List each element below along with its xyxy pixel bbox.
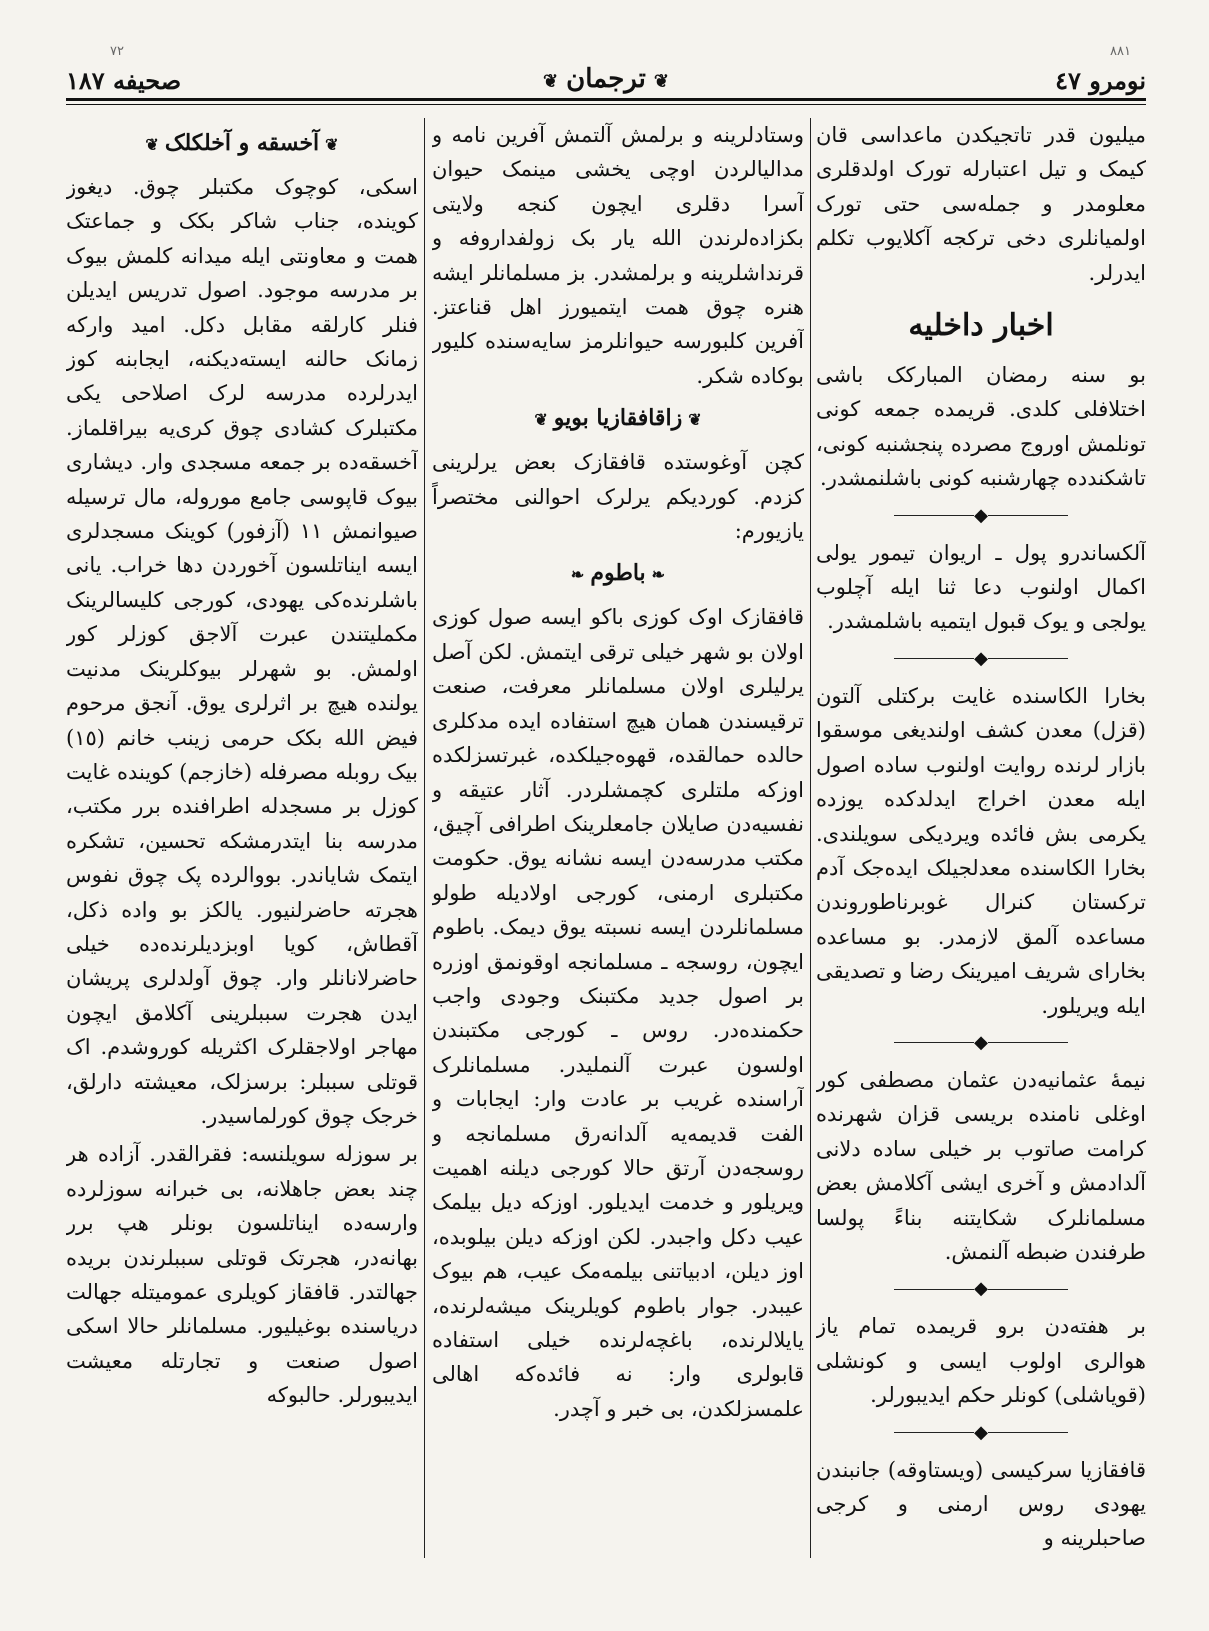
newspaper-title <box>535 64 677 94</box>
column-right <box>816 118 1146 1558</box>
paragraph: آلکساندرو پول ـ اریوان تیمور یولی اکمال اولنوب دعا ثنا ایله آچلوب یولجی و یوک قبول ایتمیه باشلمشدر. <box>816 540 1146 634</box>
header-rule-thin <box>66 104 1146 105</box>
divider: ◆ <box>816 1275 1146 1303</box>
paragraph: کچن آوغوستده قافقازک بعض یرلرینی کزدم. کوردیکم یرلرک احوالنی مختصراً یازیورم: <box>432 450 804 544</box>
ornament-icon: ❦ <box>653 71 669 92</box>
margin-note-left: ٧٢ <box>110 44 124 59</box>
paragraph: وستادلرینه و برلمش آلتمش آفرین نامه و مدالیالردن اوچی یخشی مینمک حیوان آسرا دقلری ایچون کنجه ولایتی بکزاده‌لرندن الله یار بک زولفداروفه و قرنداشلرینه و برلمشدر. بز مسلمانلر ایشه هنره چوق همت ایتمیورز اهل قناعتز. آفرین کلبورسه حیوانلرمز سایه‌سنده کلیور بوکاده شکر. <box>432 123 804 388</box>
sub-title <box>432 401 804 437</box>
paragraph: قافقازیا سرکیسی (ویستاوقه) جانبندن یهودی روس ارمنی و کرجی صاحبلرینه و <box>816 1457 1146 1551</box>
margin-note-right: ٨٨١ <box>1110 44 1131 59</box>
sub-title-text: زاقافقازیا بویو <box>553 405 683 432</box>
paragraph: اسکی، کوچوک مکتبلر چوق. دیغوز کوینده، جناب شاکر بکک و جماعتک همت و معاونتی ایله میدانه کلمش بیوک بر مدرسه موجود. اصول تدریس ایدیلن فنلر کارلقه مقابل دکل. امید وارکه زمانک حالنه ایسته‌دیکنه، ایجابنه کوز ایدرلرده مدرسه لرک اصلاحی یکی مکتبلرک کشادی چوق کری‌یه بیراقلماز. آخسقه‌ده بر جمعه مسجدی وار. دیشاری بیوک قاپوسی جامع موروله، مال ترسیله صیوانمش ١١ (آزفور) کوینک مسجدلری ایسه ایناتلسون آخوردن دها خراب. یانی باشلرنده‌کی یهودی، کورجی کلیسالرینک مکملیتندن عبرت آلاجق کوزلر کور اولمش. بو شهرلر بیوکلرینک مدنیت یولنده هیچ بر اثرلری یوق. آنجق مرحوم فیض الله بکک حرمی زینب خانم (١٥) بیک روبله مصرفله (خازجم) کوینده غایت کوزل بر مسجدله اطرافنده برر مکتب، مدرسه بنا ایتدرمشکه تحسین، تشکره ایتمک شایاندر. بووالرده پک چوق نفوس هجرته حاضرلنیور. یالکز بو واده ذکل، آقطاش، کویا اوبزدیلرنده‌ده خیلی حاضرلانانلر وار. چوق آولدلری پریشان ایدن هجرت سببلرینی آکلامق ایچون مهاجر اولاجقلرک اکثریله کوروشدم. اک قوتلی سببلر: برسزلک، معیشته دارلق، خرجک چوق کورلماسیدر. <box>66 175 418 1128</box>
column-middle <box>432 118 804 1558</box>
sub-title-text: آخسقه و آخلکلک <box>164 130 320 156</box>
section-title: اخبار داخلیه <box>908 308 1054 344</box>
sub-title-text: باطوم <box>590 560 646 587</box>
ornament-icon: ❦ <box>534 410 548 430</box>
ornament-icon: ❦ <box>543 71 559 92</box>
paragraph: بر هفته‌دن برو قریمده تمام یاز هوالری اولوب ایسی و کونشلی (قویاشلی) کونلر حکم ایدیبورلر. <box>816 1314 1146 1408</box>
ornament-icon: ❧ <box>570 565 585 585</box>
ornament-icon: ❦ <box>325 135 339 154</box>
column-left <box>66 118 418 1558</box>
ornament-icon: ❦ <box>145 135 159 154</box>
ornament-icon: ❧ <box>651 565 666 585</box>
paragraph: میلیون قدر تاتجیکدن ماعداسی قان کیمک و تیل اعتبارله تورک اولدقلری معلومدر و جمله‌سی حتی تورک اولمیانلری دخی ترکجه آکلایوب تکلم ایدرلر. <box>816 123 1146 285</box>
paragraph: بخارا الکاسنده غایت برکتلی آلتون (قزل) معدن کشف اولندیغی موسقوا بازار لرنده روایت اولنوب ساده اصول ایله معدن اخراج ایدلدکده یوزده یکرمی بش فائده ویردیکی سویلندی. بخارا الکاسنده معدلجیلک ایده‌جک آدم ترکستان کنرال غوبرناطوروندن مساعده آلمق لازمدر. بو مساعده بخارای شریف امیرینک رضا و تصدیقی ایله ویریلور. <box>816 683 1146 1018</box>
paragraph: بو سنه رمضان المبارکک باشی اختلافلی کلدی. قریمده جمعه کونی تونلمش اوروج مصرده پنجشنبه کونی، تاشکندده چهارشنبه کونی باشلنمشدر. <box>816 363 1146 491</box>
header-rule <box>66 98 1146 101</box>
sub-title <box>432 556 804 592</box>
divider: ◆ <box>816 1419 1146 1447</box>
paragraph: قافقازک اوک کوزی باکو ایسه صول کوزی اولان بو شهر خیلی ترقی ایتمش. لکن آصل یرلیلری اولان مسلمانلر معرفت، صنعت ترقیسندن همان هیچ استفاده ایده مدکلری حالده حمالقده، قهوه‌جیلکده، غبرتسزلکده اوزکه ملتلری کچمشلردر. آثار عتیقه و نفسیه‌دن صایلان جامعلرینک اطرافی آچیق، مکتب مدرسه‌دن ایسه نشانه یوق. حکومت مکتبلری ارمنی، کورجی اولادیله طولو مسلمانلردن ایسه نسبته یوق دیمک. باطوم ایچون، روسجه ـ مسلمانجه اوقونمق اوزره بر اصول جدید مکتبنک وجودی واجب حکمنده‌در. روس ـ کورجی مکتبندن اولسون عبرت آلنملیدر. مسلمانلرک آراسنده غریب بر عادت وار: ایجابات و الفت قدیمه‌یه آلدانه‌رق مسلمانجه و روسجه‌دن آرتق حالا کورجی دیلنه اهمیت ویریلور و خدمت ایدیلور. اوزکه دیل بیلمک عیب دکل واجبدر. لکن اوزکه دیلن بیلوبده، اوز دیلن، ادبیاتنی بیلمه‌مک عیب، هم بیوک عیبدر. جوار باطوم کویلرینک میشه‌لرنده، یایلالرنده، باغچه‌لرنده خیلی استفاده قابولری وار: نه فائده‌که اهالی علمسزلکدن، بی خبر و آچدر. <box>432 605 804 1421</box>
page-number: صحیفه ١٨٧ <box>66 66 182 95</box>
issue-number: نومرو ٤٧ <box>1055 66 1146 95</box>
column-divider <box>810 118 811 1558</box>
column-divider <box>424 118 425 1558</box>
divider: ◆ <box>816 645 1146 673</box>
divider: ◆ <box>816 1029 1146 1057</box>
divider: ◆ <box>816 502 1146 530</box>
paragraph: بر سوزله سویلنسه: فقرالقدر. آزاده هر چند بعض جاهلانه، بی خبرانه سوزلرده وارسه‌ده ایناتلسون بونلر هپ برر بهانه‌در، هجرتک قوتلی سببلرندن بریده جهالتدر. قافقاز کویلری عمومیتله جهالت دریاسنده بوغیلیور. مسلمانلر حالا اسکی اصول صنعت و تجارتله معیشت ایدیبورلر. حالبوکه <box>66 1142 418 1408</box>
paragraph: نیمۀ عثمانیه‌دن عثمان مصطفی کور اوغلی نامنده بریسی قزان شهرنده کرامت صاتوب بر خیلی ساده دلانی آلدادمش و آخری ایشی آکلامش بعض مسلمانلرک شکایتنه بناءً پولسا طرفندن ضبطه آلنمش. <box>816 1067 1146 1264</box>
newspaper-title-text: ترجمان <box>566 64 646 94</box>
ornament-icon: ❦ <box>688 410 702 430</box>
sub-title <box>66 126 418 162</box>
